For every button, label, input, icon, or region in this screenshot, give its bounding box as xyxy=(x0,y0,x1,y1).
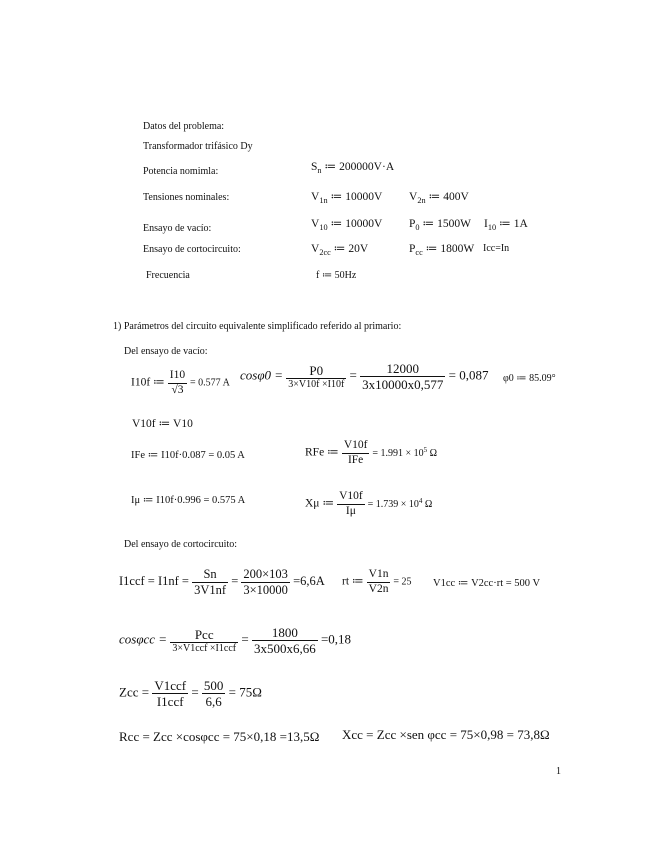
label-datos: Datos del problema: xyxy=(143,121,225,132)
eq-v10f: V10f ≔ V10 xyxy=(132,418,193,430)
eq-icc: Icc=In xyxy=(483,243,510,254)
eq-i1ccf: I1ccf = I1nf = $\frac{Sn}{3V1nf}$ = $\frac{200\times 103}{3\times 10000}$ =6,6A xyxy=(119,567,325,597)
eq-frecuencia: f ≔ 50Hz xyxy=(316,270,357,281)
page-number: 1 xyxy=(556,766,561,777)
label-del-vacio: Del ensayo de vacío: xyxy=(124,346,208,357)
eq-v2n: $V_{2n}$ ≔ 400V xyxy=(409,191,469,205)
eq-ife: IFe ≔ I10f·0.087 = 0.05 A xyxy=(131,450,245,461)
section-title: 1) Parámetros del circuito equivalente simplificado referido al primario: xyxy=(113,321,402,332)
eq-zcc: Zcc = $\frac{\text{V1ccf}}{\text{I1ccf}}$ = $\frac{500}{6,6}$ = 75Ω xyxy=(119,678,262,709)
label-transformador: Transformador trifásico Dy xyxy=(143,141,253,152)
eq-i10f: I10f ≔ $\frac{I10}{√3}$ = 0.577 A xyxy=(131,369,230,396)
eq-cosphi0: cosφ0 = $\frac{P0}{3\times V10f \times I10f}$ = $\frac{12000}{3x10000x0,577}$ = 0,087 xyxy=(240,361,489,392)
eq-xmu: Xμ ≔ $\frac{V10f}{I\mu}$ = $1.739 \times 10^4$ Ω xyxy=(305,490,433,517)
eq-phi0: φ0 ≔ 85.09° xyxy=(503,373,556,384)
eq-cosphicc: cosφcc = $\frac{\text{Pcc}}{\text{3×V1ccf ×I1ccf}}$ = $\frac{1800}{3x500x6,66}$ =0,18 xyxy=(119,625,352,656)
label-cortocircuito: Ensayo de cortocircuito: xyxy=(143,244,241,255)
eq-i10: $I_{10}$ ≔ 1A xyxy=(484,218,528,232)
eq-p0: $P_0$ ≔ 1500W xyxy=(409,218,472,232)
eq-v10: $V_{10}$ ≔ 10000V xyxy=(311,218,383,232)
label-potencia: Potencia nomimla: xyxy=(143,166,219,177)
label-vacio: Ensayo de vacío: xyxy=(143,223,212,234)
eq-v1cc: V1cc ≔ V2cc·rt = 500 V xyxy=(433,578,541,589)
eq-v1n: $V_{1n}$ ≔ 10000V xyxy=(311,191,383,205)
label-del-cortocircuito: Del ensayo de cortocircuito: xyxy=(124,539,238,550)
eq-v2cc: $V_{2cc}$ ≔ 20V xyxy=(311,243,369,257)
eq-sn: $S_n$ ≔ 200000V·A xyxy=(311,161,395,175)
eq-imu: Iμ ≔ I10f·0.996 = 0.575 A xyxy=(131,495,246,506)
eq-rfe: RFe ≔ $\frac{V10f}{\text{IFe}}$ = $1.991 \times 10^5$ Ω xyxy=(305,439,438,466)
eq-pcc: $P_{cc}$ ≔ 1800W xyxy=(409,243,475,257)
eq-rt: rt ≔ $\frac{V1n}{V2n}$ = 25 xyxy=(342,568,412,595)
label-frecuencia: Frecuencia xyxy=(146,270,190,281)
eq-xcc: Xcc = Zcc ×sen φcc = 75×0,98 = 73,8Ω xyxy=(342,727,550,742)
eq-rcc: Rcc = Zcc ×cosφcc = 75×0,18 =13,5Ω xyxy=(119,729,320,744)
label-tensiones: Tensiones nominales: xyxy=(143,192,230,203)
